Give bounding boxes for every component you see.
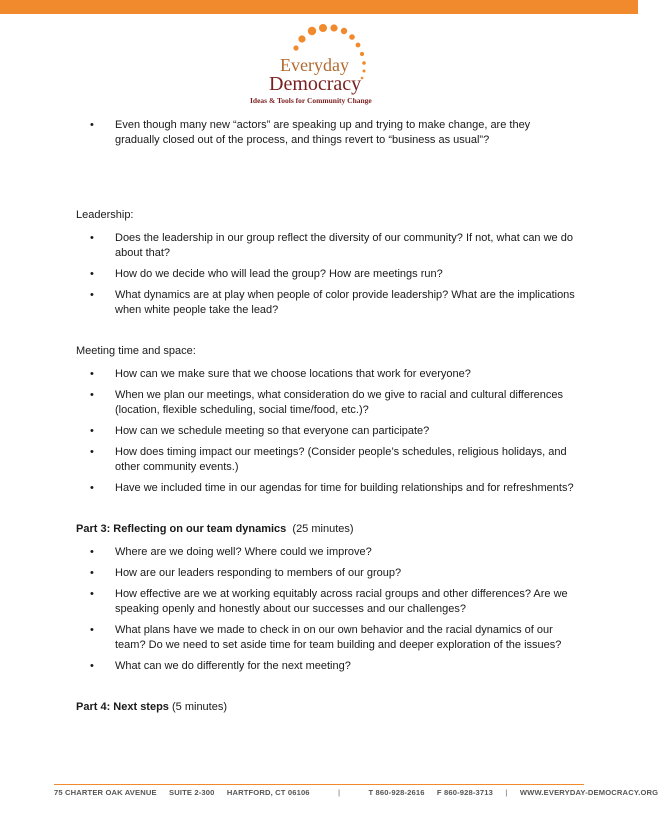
list-item: • Even though many new “actors” are speaking up and trying to make change, are they gradually closed out of the process, and things revert to “business as usual”? (90, 119, 531, 146)
intro-bullet-list (76, 118, 576, 148)
part3-heading (76, 522, 576, 537)
list-item: • How can we schedule meeting so that everyone can participate? (90, 425, 430, 437)
list-item: • When we plan our meetings, what consideration do we give to racial and cultural differences (location, flexible scheduling, social time/food, etc.)? (90, 389, 563, 416)
bullet-icon: • (90, 546, 94, 558)
footer-website-link[interactable]: WWW.EVERYDAY-DEMOCRACY.ORG (519, 788, 659, 797)
bullet-icon: • (90, 624, 94, 636)
meeting-bullet-list (76, 367, 576, 496)
bullet-icon: • (90, 588, 94, 600)
list-item: • What can we do differently for the next meeting? (90, 660, 351, 672)
list-item: • Have we included time in our agendas for time for building relationships and for refreshments? (90, 482, 574, 494)
logo-word-democracy: Democracy (269, 73, 362, 95)
list-item: • How does timing impact our meetings? (Consider people’s schedules, religious holidays, and other community events.) (90, 446, 567, 473)
everyday-democracy-logo (250, 22, 390, 106)
list-item: • Where are we doing well? Where could we improve? (90, 546, 372, 558)
footer-suite: SUITE 2-300 (169, 788, 215, 797)
bullet-icon: • (90, 368, 94, 380)
list-item: • What plans have we made to check in on our own behavior and the racial dynamics of our team? Do we need to set aside time for team building and deeper exploration of the issues? (90, 624, 562, 651)
list-item: • Does the leadership in our group reflect the diversity of our community? If not, what can we do about that? (90, 232, 573, 259)
logo-tagline: Ideas & Tools for Community Change (250, 96, 372, 105)
footer-separator: | (505, 788, 508, 797)
bullet-icon: • (90, 119, 94, 131)
leadership-bullet-list (76, 231, 576, 318)
bullet-icon: • (90, 446, 94, 458)
list-item: • What dynamics are at play when people of color provide leadership? What are the implications when white people take the lead? (90, 289, 575, 316)
part3-bullet-list (76, 545, 576, 674)
bullet-icon: • (90, 660, 94, 672)
footer-divider (54, 784, 584, 785)
part4-heading (76, 700, 576, 715)
footer-address: 75 CHARTER OAK AVENUE (54, 788, 157, 797)
bullet-icon: • (90, 268, 94, 280)
bullet-icon: • (90, 567, 94, 579)
part3-duration: (25 minutes) (292, 523, 354, 535)
list-item: • How can we make sure that we choose locations that work for everyone? (90, 368, 471, 380)
footer-fax: F 860-928-3713 (436, 788, 494, 797)
list-item: • How do we decide who will lead the group? How are meetings run? (90, 268, 443, 280)
list-item: • How effective are we at working equitably across racial groups and other differences? Are we speaking openly and honestly about our successes and our challenges? (90, 588, 568, 615)
part4-duration: (5 minutes) (172, 701, 228, 713)
meeting-time-space-heading: Meeting time and space: (76, 345, 196, 357)
header-accent-bar (0, 0, 638, 14)
footer-city: HARTFORD, CT 06106 (226, 788, 310, 797)
footer-separator: | (337, 788, 341, 797)
document-body (76, 118, 576, 723)
leadership-heading: Leadership: (76, 209, 134, 221)
bullet-icon: • (90, 389, 94, 401)
part4-title: Part 4: Next steps (76, 701, 169, 713)
bullet-icon: • (90, 482, 94, 494)
bullet-icon: • (90, 289, 94, 301)
list-item: • How are our leaders responding to members of our group? (90, 567, 402, 579)
bullet-icon: • (90, 425, 94, 437)
logo-word-everyday: Everyday (280, 55, 349, 75)
footer-phone: T 860-928-2616 (368, 788, 425, 797)
part3-title: Part 3: Reflecting on our team dynamics (76, 523, 287, 535)
bullet-icon: • (90, 232, 94, 244)
footer-contact-bar (54, 788, 659, 797)
